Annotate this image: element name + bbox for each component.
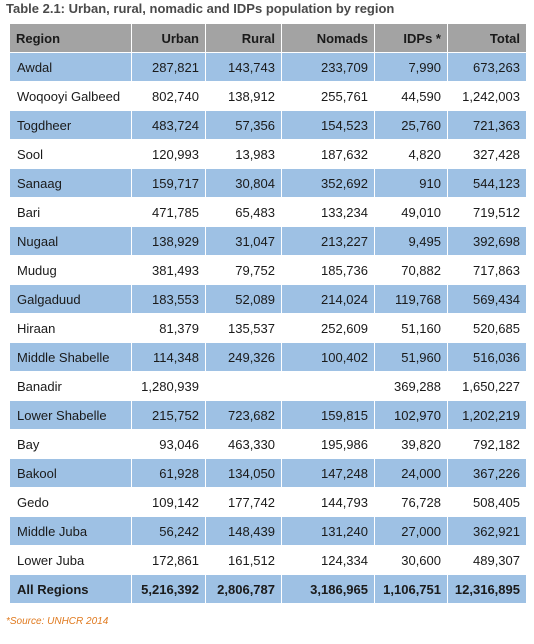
cell-region: Bari bbox=[10, 198, 132, 227]
cell-total: 673,263 bbox=[448, 53, 526, 82]
cell-rural: 30,804 bbox=[206, 169, 282, 198]
cell-urban: 81,379 bbox=[132, 314, 206, 343]
cell-nomads: 124,334 bbox=[282, 546, 375, 575]
header-idps: IDPs * bbox=[375, 24, 448, 53]
cell-region: Hiraan bbox=[10, 314, 132, 343]
table-row bbox=[10, 372, 526, 401]
cell-rural: 177,742 bbox=[206, 488, 282, 517]
table-row bbox=[10, 343, 526, 372]
table-row bbox=[10, 198, 526, 227]
cell-region: Togdheer bbox=[10, 111, 132, 140]
cell-urban: 172,861 bbox=[132, 546, 206, 575]
totals-nomads: 3,186,965 bbox=[282, 575, 375, 604]
cell-rural: 138,912 bbox=[206, 82, 282, 111]
cell-total: 1,202,219 bbox=[448, 401, 526, 430]
cell-idps: 910 bbox=[375, 169, 448, 198]
cell-region: Banadir bbox=[10, 372, 132, 401]
cell-total: 1,242,003 bbox=[448, 82, 526, 111]
cell-idps: 51,160 bbox=[375, 314, 448, 343]
cell-idps: 70,882 bbox=[375, 256, 448, 285]
cell-idps: 51,960 bbox=[375, 343, 448, 372]
cell-region: Middle Juba bbox=[10, 517, 132, 546]
cell-rural: 79,752 bbox=[206, 256, 282, 285]
header-total: Total bbox=[448, 24, 526, 53]
cell-nomads: 147,248 bbox=[282, 459, 375, 488]
cell-nomads: 185,736 bbox=[282, 256, 375, 285]
cell-rural: 65,483 bbox=[206, 198, 282, 227]
cell-region: Galgaduud bbox=[10, 285, 132, 314]
cell-rural: 13,983 bbox=[206, 140, 282, 169]
cell-idps: 7,990 bbox=[375, 53, 448, 82]
cell-idps: 27,000 bbox=[375, 517, 448, 546]
cell-region: Woqooyi Galbeed bbox=[10, 82, 132, 111]
cell-total: 362,921 bbox=[448, 517, 526, 546]
totals-row bbox=[10, 575, 526, 604]
cell-total: 327,428 bbox=[448, 140, 526, 169]
cell-region: Mudug bbox=[10, 256, 132, 285]
cell-region: Gedo bbox=[10, 488, 132, 517]
cell-urban: 138,929 bbox=[132, 227, 206, 256]
cell-idps: 9,495 bbox=[375, 227, 448, 256]
cell-rural: 135,537 bbox=[206, 314, 282, 343]
header-nomads: Nomads bbox=[282, 24, 375, 53]
source-note: *Source: UNHCR 2014 bbox=[6, 616, 109, 627]
table-row bbox=[10, 140, 526, 169]
totals-idps: 1,106,751 bbox=[375, 575, 448, 604]
table-row bbox=[10, 227, 526, 256]
totals-region: All Regions bbox=[10, 575, 132, 604]
cell-total: 717,863 bbox=[448, 256, 526, 285]
cell-nomads: 131,240 bbox=[282, 517, 375, 546]
cell-urban: 61,928 bbox=[132, 459, 206, 488]
table-row bbox=[10, 256, 526, 285]
cell-region: Lower Juba bbox=[10, 546, 132, 575]
totals-urban: 5,216,392 bbox=[132, 575, 206, 604]
cell-total: 516,036 bbox=[448, 343, 526, 372]
cell-total: 569,434 bbox=[448, 285, 526, 314]
cell-idps: 369,288 bbox=[375, 372, 448, 401]
cell-urban: 287,821 bbox=[132, 53, 206, 82]
cell-nomads: 255,761 bbox=[282, 82, 375, 111]
cell-urban: 381,493 bbox=[132, 256, 206, 285]
table-row bbox=[10, 430, 526, 459]
table-row bbox=[10, 488, 526, 517]
cell-nomads: 252,609 bbox=[282, 314, 375, 343]
cell-urban: 1,280,939 bbox=[132, 372, 206, 401]
cell-urban: 802,740 bbox=[132, 82, 206, 111]
cell-region: Bay bbox=[10, 430, 132, 459]
cell-idps: 102,970 bbox=[375, 401, 448, 430]
cell-nomads: 154,523 bbox=[282, 111, 375, 140]
cell-nomads: 195,986 bbox=[282, 430, 375, 459]
table-row bbox=[10, 459, 526, 488]
cell-rural: 723,682 bbox=[206, 401, 282, 430]
cell-total: 489,307 bbox=[448, 546, 526, 575]
cell-region: Awdal bbox=[10, 53, 132, 82]
table-row bbox=[10, 111, 526, 140]
cell-nomads: 159,815 bbox=[282, 401, 375, 430]
cell-idps: 119,768 bbox=[375, 285, 448, 314]
table-body bbox=[10, 53, 526, 604]
cell-total: 520,685 bbox=[448, 314, 526, 343]
cell-region: Nugaal bbox=[10, 227, 132, 256]
cell-idps: 76,728 bbox=[375, 488, 448, 517]
table-caption: Table 2.1: Urban, rural, nomadic and IDPs population by region bbox=[6, 1, 395, 16]
cell-nomads bbox=[282, 372, 375, 401]
cell-nomads: 144,793 bbox=[282, 488, 375, 517]
cell-idps: 30,600 bbox=[375, 546, 448, 575]
cell-urban: 109,142 bbox=[132, 488, 206, 517]
cell-total: 721,363 bbox=[448, 111, 526, 140]
cell-region: Bakool bbox=[10, 459, 132, 488]
cell-region: Lower Shabelle bbox=[10, 401, 132, 430]
header-urban: Urban bbox=[132, 24, 206, 53]
cell-nomads: 233,709 bbox=[282, 53, 375, 82]
cell-rural: 31,047 bbox=[206, 227, 282, 256]
cell-rural: 463,330 bbox=[206, 430, 282, 459]
table-row bbox=[10, 53, 526, 82]
cell-idps: 49,010 bbox=[375, 198, 448, 227]
header-row bbox=[10, 24, 526, 53]
cell-urban: 183,553 bbox=[132, 285, 206, 314]
cell-rural: 134,050 bbox=[206, 459, 282, 488]
cell-urban: 471,785 bbox=[132, 198, 206, 227]
header-region: Region bbox=[10, 24, 132, 53]
table-row bbox=[10, 314, 526, 343]
cell-region: Sanaag bbox=[10, 169, 132, 198]
table-row bbox=[10, 546, 526, 575]
cell-nomads: 133,234 bbox=[282, 198, 375, 227]
cell-total: 544,123 bbox=[448, 169, 526, 198]
cell-rural bbox=[206, 372, 282, 401]
cell-rural: 161,512 bbox=[206, 546, 282, 575]
header-rural: Rural bbox=[206, 24, 282, 53]
table-row bbox=[10, 169, 526, 198]
cell-nomads: 187,632 bbox=[282, 140, 375, 169]
cell-urban: 215,752 bbox=[132, 401, 206, 430]
cell-total: 792,182 bbox=[448, 430, 526, 459]
cell-rural: 249,326 bbox=[206, 343, 282, 372]
cell-rural: 57,356 bbox=[206, 111, 282, 140]
cell-total: 392,698 bbox=[448, 227, 526, 256]
table-row bbox=[10, 82, 526, 111]
cell-nomads: 213,227 bbox=[282, 227, 375, 256]
totals-rural: 2,806,787 bbox=[206, 575, 282, 604]
totals-total: 12,316,895 bbox=[448, 575, 526, 604]
cell-urban: 93,046 bbox=[132, 430, 206, 459]
cell-idps: 39,820 bbox=[375, 430, 448, 459]
cell-region: Middle Shabelle bbox=[10, 343, 132, 372]
cell-nomads: 100,402 bbox=[282, 343, 375, 372]
cell-urban: 120,993 bbox=[132, 140, 206, 169]
cell-idps: 24,000 bbox=[375, 459, 448, 488]
cell-rural: 148,439 bbox=[206, 517, 282, 546]
cell-total: 367,226 bbox=[448, 459, 526, 488]
table-row bbox=[10, 401, 526, 430]
cell-idps: 25,760 bbox=[375, 111, 448, 140]
cell-urban: 114,348 bbox=[132, 343, 206, 372]
cell-nomads: 214,024 bbox=[282, 285, 375, 314]
table-row bbox=[10, 517, 526, 546]
cell-idps: 44,590 bbox=[375, 82, 448, 111]
population-table bbox=[10, 24, 526, 604]
table-row bbox=[10, 285, 526, 314]
cell-region: Sool bbox=[10, 140, 132, 169]
cell-total: 508,405 bbox=[448, 488, 526, 517]
cell-rural: 52,089 bbox=[206, 285, 282, 314]
cell-rural: 143,743 bbox=[206, 53, 282, 82]
cell-urban: 159,717 bbox=[132, 169, 206, 198]
cell-total: 719,512 bbox=[448, 198, 526, 227]
cell-urban: 483,724 bbox=[132, 111, 206, 140]
cell-urban: 56,242 bbox=[132, 517, 206, 546]
cell-idps: 4,820 bbox=[375, 140, 448, 169]
cell-total: 1,650,227 bbox=[448, 372, 526, 401]
cell-nomads: 352,692 bbox=[282, 169, 375, 198]
